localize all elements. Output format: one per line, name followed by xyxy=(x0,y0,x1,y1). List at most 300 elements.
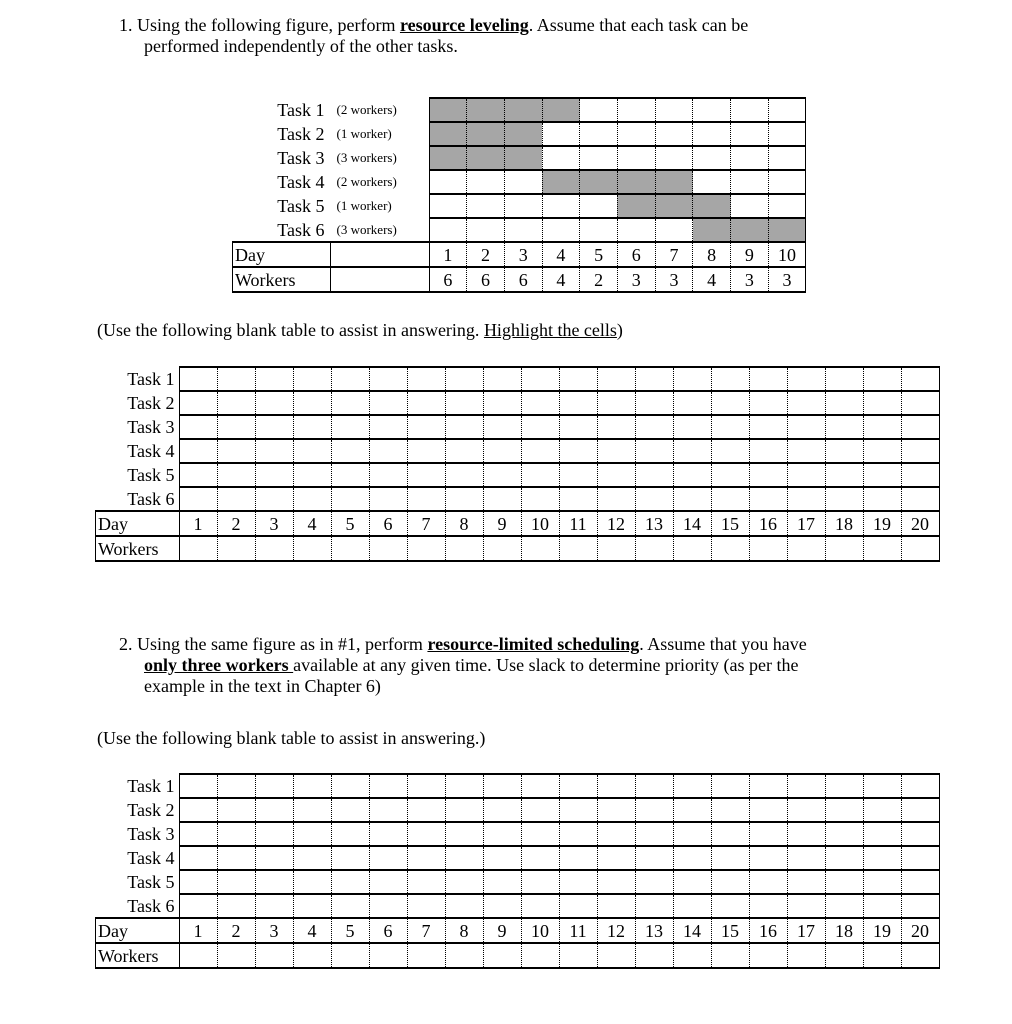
blank-cell[interactable] xyxy=(673,439,711,463)
blank-cell[interactable] xyxy=(711,846,749,870)
workers-cell[interactable] xyxy=(787,536,825,561)
blank-cell[interactable] xyxy=(635,415,673,439)
blank-cell[interactable] xyxy=(787,774,825,798)
day-row xyxy=(96,918,940,943)
shaded-cell xyxy=(731,218,769,242)
blank-cell[interactable] xyxy=(635,822,673,846)
blank-cell[interactable] xyxy=(521,439,559,463)
blank-cell[interactable] xyxy=(369,822,407,846)
blank-cell[interactable] xyxy=(331,487,369,511)
blank-cell[interactable] xyxy=(711,774,749,798)
blank-cell[interactable] xyxy=(217,774,255,798)
blank-cell[interactable] xyxy=(521,391,559,415)
blank-cell[interactable] xyxy=(521,822,559,846)
blank-cell[interactable] xyxy=(179,415,217,439)
blank-cell[interactable] xyxy=(521,774,559,798)
blank-cell[interactable] xyxy=(445,894,483,918)
blank-cell[interactable] xyxy=(559,415,597,439)
blank-cell[interactable] xyxy=(901,774,939,798)
workers-cell[interactable] xyxy=(597,536,635,561)
blank-cell[interactable] xyxy=(255,798,293,822)
blank-cell[interactable] xyxy=(483,846,521,870)
blank-cell[interactable] xyxy=(521,487,559,511)
blank-cell[interactable] xyxy=(293,774,331,798)
workers-cell[interactable] xyxy=(217,536,255,561)
blank-cell[interactable] xyxy=(711,463,749,487)
blank-cell[interactable] xyxy=(369,463,407,487)
workers-cell[interactable] xyxy=(597,943,635,968)
blank-cell[interactable] xyxy=(559,463,597,487)
blank-cell[interactable] xyxy=(787,894,825,918)
workers-cell[interactable] xyxy=(711,536,749,561)
blank-cell[interactable] xyxy=(597,415,635,439)
blank-cell[interactable] xyxy=(635,463,673,487)
blank-cell[interactable] xyxy=(635,774,673,798)
blank-cell[interactable] xyxy=(293,367,331,391)
blank-cell[interactable] xyxy=(521,367,559,391)
blank-cell[interactable] xyxy=(331,415,369,439)
blank-cell[interactable] xyxy=(559,870,597,894)
day-number: 19 xyxy=(863,918,901,943)
blank-cell[interactable] xyxy=(255,487,293,511)
day-cell xyxy=(542,218,580,242)
blank-cell[interactable] xyxy=(863,798,901,822)
blank-cell[interactable] xyxy=(407,391,445,415)
blank-cell[interactable] xyxy=(901,463,939,487)
blank-cell[interactable] xyxy=(407,367,445,391)
blank-cell[interactable] xyxy=(407,415,445,439)
blank-cell[interactable] xyxy=(445,870,483,894)
blank-cell[interactable] xyxy=(863,822,901,846)
blank-cell[interactable] xyxy=(901,894,939,918)
blank-cell[interactable] xyxy=(673,415,711,439)
blank-cell[interactable] xyxy=(369,367,407,391)
workers-cell[interactable] xyxy=(825,943,863,968)
workers-cell[interactable] xyxy=(445,943,483,968)
blank-cell[interactable] xyxy=(407,822,445,846)
blank-cell[interactable] xyxy=(217,439,255,463)
blank-cell[interactable] xyxy=(293,846,331,870)
blank-cell[interactable] xyxy=(787,846,825,870)
blank-cell[interactable] xyxy=(293,798,331,822)
blank-cell[interactable] xyxy=(559,367,597,391)
blank-cell[interactable] xyxy=(255,822,293,846)
blank-cell[interactable] xyxy=(863,415,901,439)
blank-cell[interactable] xyxy=(597,846,635,870)
blank-cell[interactable] xyxy=(711,894,749,918)
workers-cell[interactable] xyxy=(293,943,331,968)
blank-cell[interactable] xyxy=(255,774,293,798)
workers-cell[interactable] xyxy=(901,536,939,561)
blank-cell[interactable] xyxy=(255,415,293,439)
blank-cell[interactable] xyxy=(825,798,863,822)
blank-cell[interactable] xyxy=(407,774,445,798)
blank-cell[interactable] xyxy=(445,798,483,822)
blank-cell[interactable] xyxy=(293,439,331,463)
blank-cell[interactable] xyxy=(407,870,445,894)
blank-cell[interactable] xyxy=(483,415,521,439)
blank-cell[interactable] xyxy=(825,367,863,391)
blank-cell[interactable] xyxy=(293,870,331,894)
blank-cell[interactable] xyxy=(445,822,483,846)
day-number: 17 xyxy=(787,918,825,943)
blank-cell[interactable] xyxy=(445,487,483,511)
blank-cell[interactable] xyxy=(369,798,407,822)
blank-cell[interactable] xyxy=(749,415,787,439)
blank-cell[interactable] xyxy=(825,391,863,415)
blank-cell[interactable] xyxy=(179,846,217,870)
blank-cell[interactable] xyxy=(673,463,711,487)
workers-cell[interactable] xyxy=(483,943,521,968)
blank-cell[interactable] xyxy=(749,798,787,822)
blank-cell[interactable] xyxy=(901,846,939,870)
blank-cell[interactable] xyxy=(293,487,331,511)
blank-cell[interactable] xyxy=(483,870,521,894)
blank-cell[interactable] xyxy=(369,439,407,463)
blank-cell[interactable] xyxy=(369,391,407,415)
blank-cell[interactable] xyxy=(673,870,711,894)
workers-cell[interactable] xyxy=(749,943,787,968)
workers-cell[interactable] xyxy=(521,536,559,561)
blank-cell[interactable] xyxy=(331,774,369,798)
workers-cell[interactable] xyxy=(255,943,293,968)
task-workers: (3 workers) xyxy=(336,150,397,165)
blank-cell[interactable] xyxy=(255,894,293,918)
day-cell xyxy=(429,170,467,194)
workers-cell[interactable] xyxy=(863,536,901,561)
day-number: 5 xyxy=(331,918,369,943)
blank-cell[interactable] xyxy=(255,439,293,463)
blank-cell[interactable] xyxy=(787,415,825,439)
workers-cell[interactable] xyxy=(559,536,597,561)
blank-cell[interactable] xyxy=(369,774,407,798)
blank-cell[interactable] xyxy=(863,774,901,798)
blank-cell[interactable] xyxy=(635,439,673,463)
workers-cell[interactable] xyxy=(179,536,217,561)
blank-cell[interactable] xyxy=(673,487,711,511)
blank-cell[interactable] xyxy=(407,846,445,870)
blank-cell[interactable] xyxy=(179,870,217,894)
blank-cell[interactable] xyxy=(483,439,521,463)
blank-cell[interactable] xyxy=(711,391,749,415)
blank-cell[interactable] xyxy=(179,774,217,798)
blank-cell[interactable] xyxy=(255,367,293,391)
workers-cell[interactable] xyxy=(787,943,825,968)
blank-cell[interactable] xyxy=(293,894,331,918)
workers-cell[interactable] xyxy=(521,943,559,968)
blank-cell[interactable] xyxy=(559,487,597,511)
blank-cell[interactable] xyxy=(673,391,711,415)
blank-cell[interactable] xyxy=(331,798,369,822)
workers-cell[interactable] xyxy=(445,536,483,561)
blank-cell[interactable] xyxy=(255,846,293,870)
blank-cell[interactable] xyxy=(559,798,597,822)
blank-cell[interactable] xyxy=(483,798,521,822)
task-label: Task 3 xyxy=(127,417,175,437)
blank-cell[interactable] xyxy=(597,822,635,846)
blank-cell[interactable] xyxy=(521,846,559,870)
blank-cell[interactable] xyxy=(445,367,483,391)
blank-cell[interactable] xyxy=(749,870,787,894)
day-number: 12 xyxy=(597,511,635,536)
blank-cell[interactable] xyxy=(483,391,521,415)
blank-cell[interactable] xyxy=(787,870,825,894)
day-cell xyxy=(617,98,655,122)
blank-cell[interactable] xyxy=(825,415,863,439)
blank-cell[interactable] xyxy=(749,463,787,487)
blank-cell[interactable] xyxy=(749,439,787,463)
blank-cell[interactable] xyxy=(711,870,749,894)
workers-cell[interactable] xyxy=(255,536,293,561)
blank-cell[interactable] xyxy=(483,463,521,487)
blank-cell[interactable] xyxy=(863,870,901,894)
blank-cell[interactable] xyxy=(597,391,635,415)
shaded-cell xyxy=(429,146,467,170)
blank-cell[interactable] xyxy=(787,367,825,391)
blank-cell[interactable] xyxy=(673,367,711,391)
blank-cell[interactable] xyxy=(825,822,863,846)
blank-cell[interactable] xyxy=(901,391,939,415)
blank-cell[interactable] xyxy=(293,415,331,439)
blank-cell[interactable] xyxy=(559,439,597,463)
blank-cell[interactable] xyxy=(369,846,407,870)
blank-cell[interactable] xyxy=(179,798,217,822)
blank-cell[interactable] xyxy=(331,367,369,391)
blank-cell[interactable] xyxy=(787,487,825,511)
blank-cell[interactable] xyxy=(863,487,901,511)
blank-cell[interactable] xyxy=(673,798,711,822)
day-cell xyxy=(693,98,731,122)
blank-cell[interactable] xyxy=(407,487,445,511)
blank-cell[interactable] xyxy=(787,822,825,846)
blank-cell[interactable] xyxy=(635,870,673,894)
blank-cell[interactable] xyxy=(217,798,255,822)
blank-cell[interactable] xyxy=(217,391,255,415)
blank-cell[interactable] xyxy=(293,463,331,487)
workers-cell[interactable] xyxy=(559,943,597,968)
blank-cell[interactable] xyxy=(331,894,369,918)
blank-cell[interactable] xyxy=(445,415,483,439)
blank-cell[interactable] xyxy=(635,391,673,415)
blank-cell[interactable] xyxy=(635,846,673,870)
workers-cell[interactable] xyxy=(483,536,521,561)
blank-cell[interactable] xyxy=(521,894,559,918)
blank-cell[interactable] xyxy=(369,894,407,918)
blank-cell[interactable] xyxy=(179,894,217,918)
blank-cell[interactable] xyxy=(483,822,521,846)
blank-cell[interactable] xyxy=(217,463,255,487)
blank-cell[interactable] xyxy=(825,463,863,487)
blank-cell[interactable] xyxy=(179,822,217,846)
workers-cell[interactable] xyxy=(331,943,369,968)
blank-cell[interactable] xyxy=(749,367,787,391)
blank-cell[interactable] xyxy=(901,415,939,439)
blank-cell[interactable] xyxy=(369,487,407,511)
workers-cell[interactable] xyxy=(749,536,787,561)
blank-cell[interactable] xyxy=(673,822,711,846)
workers-cell[interactable] xyxy=(825,536,863,561)
blank-cell[interactable] xyxy=(901,367,939,391)
blank-cell[interactable] xyxy=(863,846,901,870)
blank-cell[interactable] xyxy=(483,894,521,918)
blank-cell[interactable] xyxy=(711,487,749,511)
blank-cell[interactable] xyxy=(597,487,635,511)
blank-cell[interactable] xyxy=(597,367,635,391)
blank-cell[interactable] xyxy=(483,774,521,798)
blank-cell[interactable] xyxy=(711,367,749,391)
blank-cell[interactable] xyxy=(901,870,939,894)
blank-cell[interactable] xyxy=(825,439,863,463)
blank-cell[interactable] xyxy=(749,894,787,918)
blank-cell[interactable] xyxy=(749,846,787,870)
task-label: Task 5 xyxy=(277,196,325,216)
blank-cell[interactable] xyxy=(331,391,369,415)
q1-text: Using the following figure, perform xyxy=(137,15,400,35)
blank-cell[interactable] xyxy=(635,798,673,822)
blank-cell[interactable] xyxy=(825,894,863,918)
blank-cell[interactable] xyxy=(787,391,825,415)
day-number: 10 xyxy=(768,242,806,267)
blank-cell[interactable] xyxy=(293,391,331,415)
day-number: 3 xyxy=(504,242,542,267)
blank-cell[interactable] xyxy=(179,463,217,487)
blank-cell[interactable] xyxy=(863,894,901,918)
blank-cell[interactable] xyxy=(711,822,749,846)
workers-cell[interactable] xyxy=(863,943,901,968)
blank-cell[interactable] xyxy=(217,367,255,391)
workers-cell[interactable] xyxy=(635,536,673,561)
blank-cell[interactable] xyxy=(331,822,369,846)
blank-cell[interactable] xyxy=(749,774,787,798)
blank-cell[interactable] xyxy=(863,391,901,415)
blank-cell[interactable] xyxy=(255,463,293,487)
workers-cell[interactable] xyxy=(407,943,445,968)
blank-cell[interactable] xyxy=(597,439,635,463)
workers-cell[interactable] xyxy=(369,943,407,968)
workers-cell[interactable] xyxy=(217,943,255,968)
blank-cell[interactable] xyxy=(787,798,825,822)
blank-cell[interactable] xyxy=(825,487,863,511)
blank-cell[interactable] xyxy=(635,367,673,391)
blank-cell[interactable] xyxy=(749,487,787,511)
blank-cell[interactable] xyxy=(863,367,901,391)
blank-cell[interactable] xyxy=(407,894,445,918)
blank-cell[interactable] xyxy=(217,822,255,846)
blank-cell[interactable] xyxy=(597,463,635,487)
blank-cell[interactable] xyxy=(559,391,597,415)
blank-cell[interactable] xyxy=(331,870,369,894)
task-label: Task 1 xyxy=(127,776,175,796)
blank-cell[interactable] xyxy=(179,487,217,511)
blank-cell[interactable] xyxy=(711,798,749,822)
blank-cell[interactable] xyxy=(445,463,483,487)
blank-cell[interactable] xyxy=(635,894,673,918)
blank-cell[interactable] xyxy=(559,822,597,846)
blank-cell[interactable] xyxy=(635,487,673,511)
blank-cell[interactable] xyxy=(255,870,293,894)
blank-cell[interactable] xyxy=(445,774,483,798)
workers-cell[interactable] xyxy=(901,943,939,968)
blank-cell[interactable] xyxy=(407,798,445,822)
day-number: 2 xyxy=(217,511,255,536)
blank-cell[interactable] xyxy=(597,798,635,822)
blank-cell[interactable] xyxy=(901,487,939,511)
blank-cell[interactable] xyxy=(673,894,711,918)
blank-cell[interactable] xyxy=(521,798,559,822)
blank-cell[interactable] xyxy=(901,822,939,846)
workers-cell[interactable] xyxy=(711,943,749,968)
blank-cell[interactable] xyxy=(787,439,825,463)
blank-cell[interactable] xyxy=(179,439,217,463)
workers-cell[interactable] xyxy=(635,943,673,968)
workers-cell[interactable] xyxy=(673,536,711,561)
blank-cell[interactable] xyxy=(559,774,597,798)
blank-cell[interactable] xyxy=(863,439,901,463)
blank-cell[interactable] xyxy=(559,894,597,918)
workers-cell[interactable] xyxy=(331,536,369,561)
blank-cell[interactable] xyxy=(863,463,901,487)
blank-cell[interactable] xyxy=(711,439,749,463)
workers-cell[interactable] xyxy=(407,536,445,561)
blank-cell[interactable] xyxy=(597,774,635,798)
blank-cell[interactable] xyxy=(407,439,445,463)
blank-cell[interactable] xyxy=(369,415,407,439)
blank-cell[interactable] xyxy=(597,870,635,894)
blank-cell[interactable] xyxy=(901,439,939,463)
blank-cell[interactable] xyxy=(673,846,711,870)
blank-cell[interactable] xyxy=(217,415,255,439)
blank-cell[interactable] xyxy=(445,391,483,415)
blank-cell[interactable] xyxy=(483,487,521,511)
blank-cell[interactable] xyxy=(673,774,711,798)
blank-cell[interactable] xyxy=(331,846,369,870)
blank-cell[interactable] xyxy=(749,391,787,415)
blank-cell[interactable] xyxy=(179,391,217,415)
blank-cell[interactable] xyxy=(825,774,863,798)
blank-cell[interactable] xyxy=(255,391,293,415)
workers-cell[interactable] xyxy=(293,536,331,561)
blank-cell[interactable] xyxy=(825,870,863,894)
blank-cell[interactable] xyxy=(559,846,597,870)
blank-cell[interactable] xyxy=(293,822,331,846)
blank-cell[interactable] xyxy=(521,463,559,487)
blank-cell[interactable] xyxy=(521,415,559,439)
shaded-cell xyxy=(693,218,731,242)
blank-cell[interactable] xyxy=(369,870,407,894)
blank-cell[interactable] xyxy=(331,463,369,487)
blank-cell[interactable] xyxy=(217,846,255,870)
blank-cell[interactable] xyxy=(901,798,939,822)
blank-cell[interactable] xyxy=(787,463,825,487)
blank-cell[interactable] xyxy=(179,367,217,391)
blank-cell[interactable] xyxy=(749,822,787,846)
blank-cell[interactable] xyxy=(825,846,863,870)
blank-cell[interactable] xyxy=(217,894,255,918)
blank-cell[interactable] xyxy=(217,487,255,511)
blank-cell[interactable] xyxy=(407,463,445,487)
blank-cell[interactable] xyxy=(711,415,749,439)
blank-cell[interactable] xyxy=(521,870,559,894)
blank-cell[interactable] xyxy=(445,439,483,463)
blank-cell[interactable] xyxy=(597,894,635,918)
blank-cell[interactable] xyxy=(331,439,369,463)
workers-cell[interactable] xyxy=(673,943,711,968)
blank-cell[interactable] xyxy=(217,870,255,894)
blank-cell[interactable] xyxy=(483,367,521,391)
workers-cell[interactable] xyxy=(369,536,407,561)
blank-cell[interactable] xyxy=(445,846,483,870)
workers-cell[interactable] xyxy=(179,943,217,968)
